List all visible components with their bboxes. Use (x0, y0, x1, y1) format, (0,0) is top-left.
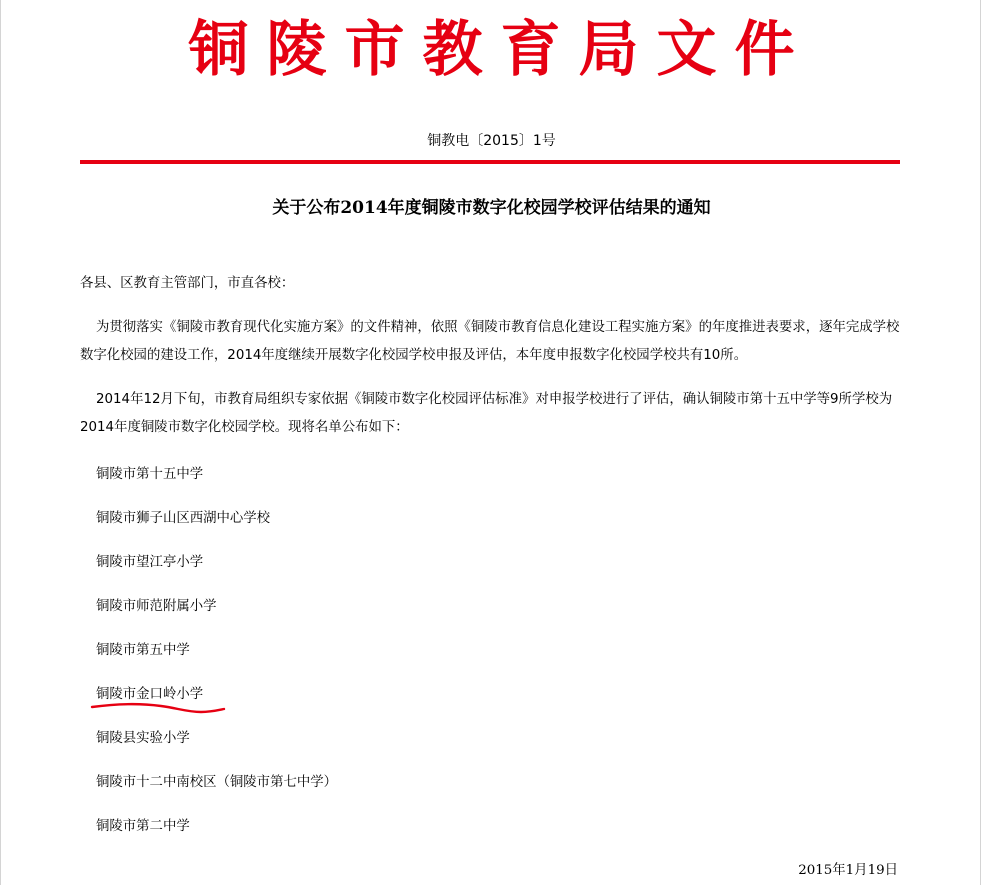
school-list-item: 铜陵市狮子山区西湖中心学校 (96, 511, 271, 526)
document-number: 铜教电〔2015〕1号 (427, 133, 556, 149)
salutation: 各县、区教育主管部门，市直各校： (80, 276, 295, 291)
document-masthead: 铜陵市教育局文件 (188, 15, 813, 85)
red-divider-line (80, 160, 900, 164)
school-list-item: 铜陵市师范附属小学 (96, 599, 217, 614)
school-list-item: 铜陵市十二中南校区（铜陵市第七中学） (96, 775, 338, 790)
school-list-item: 铜陵市第十五中学 (96, 467, 204, 482)
paragraph-2: 2014年12月下旬，市教育局组织专家依据《铜陵市数字化校园评估标准》对申报学校进行了评估，确认铜陵市第十五中学等9所学校为2014年度铜陵市数字化校园学校。现将名单公布如下： (80, 392, 893, 435)
school-list-item: 铜陵市第二中学 (96, 819, 190, 834)
document-title: 关于公布2014年度铜陵市数字化校园学校评估结果的通知 (272, 198, 711, 218)
school-list-item-highlighted: 铜陵市金口岭小学 (96, 687, 204, 702)
document-date: 2015年1月19日 (798, 863, 898, 878)
paragraph-1: 为贯彻落实《铜陵市教育现代化实施方案》的文件精神，依照《铜陵市教育信息化建设工程实施方案》的年度推进表要求，逐年完成学校数字化校园的建设工作，2014年度继续开展数字化校园学校申报及评估，本年度申报数字化校园学校共有10所。 (80, 320, 900, 363)
school-list-item: 铜陵县实验小学 (96, 731, 190, 746)
school-list-item: 铜陵市第五中学 (96, 643, 190, 658)
handwritten-underline-mark (89, 700, 229, 718)
school-list-item: 铜陵市望江亭小学 (96, 555, 204, 570)
